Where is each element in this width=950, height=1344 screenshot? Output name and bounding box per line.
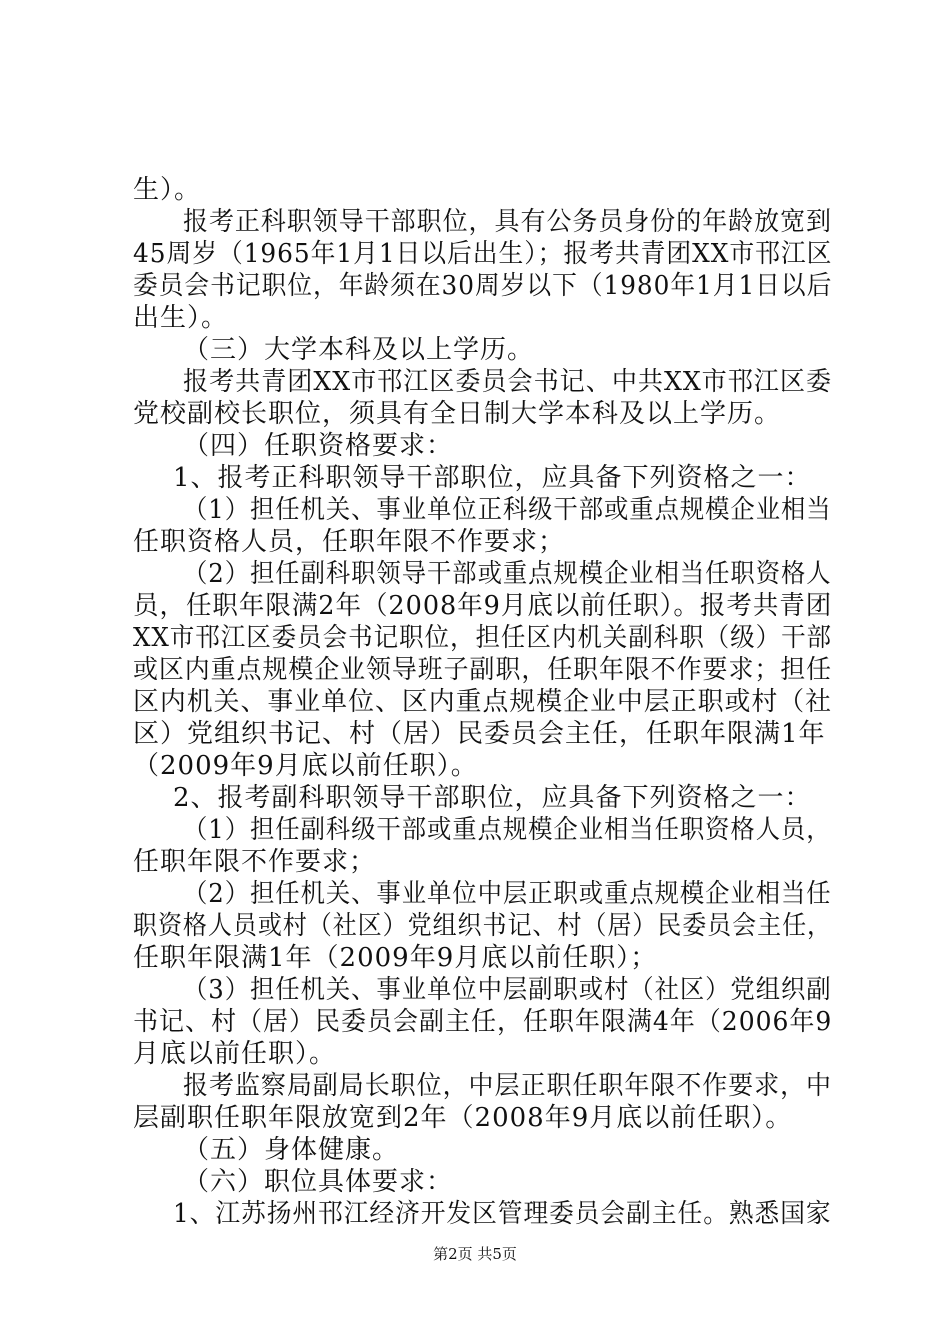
text-line: 2、报考副科职领导干部职位，应具备下列资格之一： — [173, 783, 812, 813]
text-line: （五）身体健康。 — [183, 1135, 400, 1165]
text-line: 任职资格人员，任职年限不作要求； — [133, 527, 566, 557]
text-line: XX市邗江区委员会书记职位，担任区内机关副科职（级）干部 — [133, 623, 833, 653]
text-line: 书记、村（居）民委员会副主任，任职年限满4年（2006年9 — [133, 1007, 833, 1037]
text-line: 报考共青团XX市邗江区委员会书记、中共XX市邗江区委 — [183, 367, 833, 397]
text-line: 1、江苏扬州邗江经济开发区管理委员会副主任。熟悉国家 — [173, 1199, 832, 1229]
text-line: 报考监察局副局长职位，中层正职任职年限不作要求，中 — [183, 1071, 833, 1101]
text-line: 1、报考正科职领导干部职位，应具备下列资格之一： — [173, 463, 812, 493]
text-line: 区）党组织书记、村（居）民委员会主任，任职年限满1年 — [133, 719, 826, 749]
text-line: （1）担任副科级干部或重点规模企业相当任职资格人员， — [183, 815, 832, 845]
text-line: （2）担任机关、事业单位中层正职或重点规模企业相当任 — [183, 879, 832, 909]
text-line: （2）担任副科职领导干部或重点规模企业相当任职资格人 — [183, 559, 832, 589]
text-line: 职资格人员或村（社区）党组织书记、村（居）民委员会主任， — [133, 911, 833, 941]
text-line: 生）。 — [133, 175, 202, 205]
text-line: 出生）。 — [133, 303, 229, 333]
page-footer: 第2页 共5页 — [433, 1245, 517, 1263]
text-line: 报考正科职领导干部职位，具有公务员身份的年龄放宽到 — [183, 207, 833, 237]
text-line: （3）担任机关、事业单位中层副职或村（社区）党组织副 — [183, 975, 832, 1005]
text-line: 区内机关、事业单位、区内重点规模企业中层正职或村（社 — [133, 687, 833, 717]
text-line: 45周岁（1965年1月1日以后出生）；报考共青团XX市邗江区 — [133, 239, 833, 269]
text-line: （四）任职资格要求： — [183, 431, 454, 461]
text-line: （六）职位具体要求： — [183, 1167, 454, 1197]
text-line: 党校副校长职位，须具有全日制大学本科及以上学历。 — [133, 399, 782, 429]
text-line: 任职年限不作要求； — [133, 847, 377, 877]
text-line: 任职年限满1年（2009年9月底以前任职）； — [133, 943, 658, 973]
text-line: 员，任职年限满2年（2008年9月底以前任职）。报考共青团 — [133, 591, 833, 621]
text-line: 委员会书记职位，年龄须在30周岁以下（1980年1月1日以后 — [133, 271, 833, 301]
text-line: （1）担任机关、事业单位正科级干部或重点规模企业相当 — [183, 495, 832, 525]
text-line: 层副职任职年限放宽到2年（2008年9月底以前任职）。 — [133, 1103, 793, 1133]
text-line: 月底以前任职）。 — [133, 1039, 337, 1069]
text-line: （2009年9月底以前任职）。 — [133, 751, 478, 781]
text-line: （三）大学本科及以上学历。 — [183, 335, 535, 365]
text-line: 或区内重点规模企业领导班子副职，任职年限不作要求；担任 — [133, 655, 833, 685]
